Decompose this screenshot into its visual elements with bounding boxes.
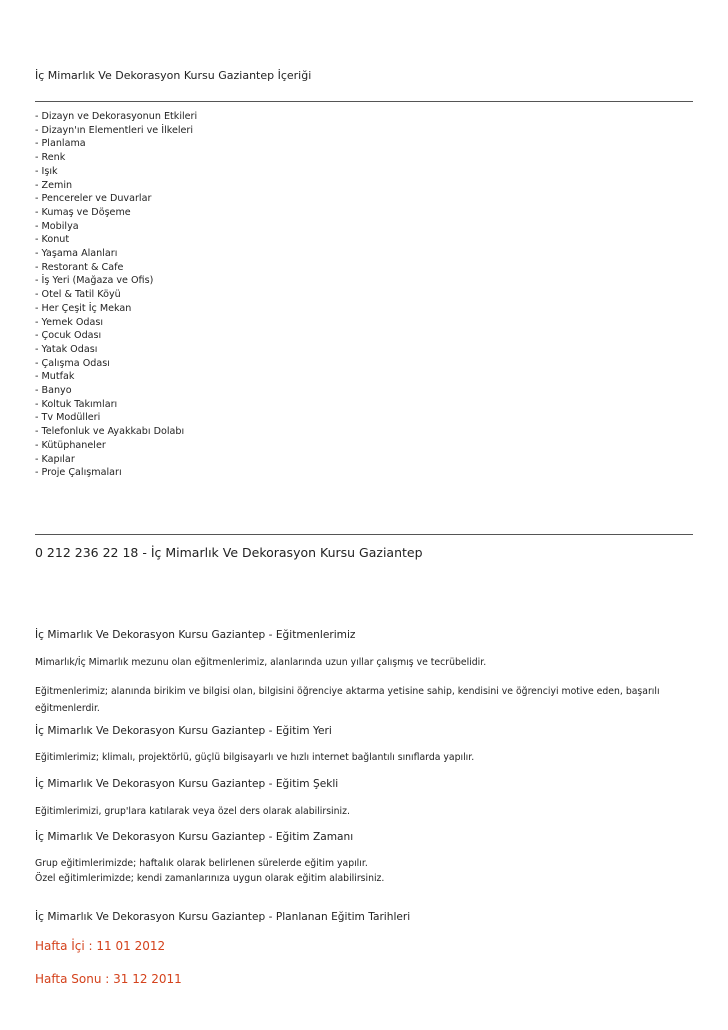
section-heading-dates: İç Mimarlık Ve Dekorasyon Kursu Gaziantep - Planlanan Eğitim Tarihleri bbox=[35, 911, 411, 923]
section-heading-place: İç Mimarlık Ve Dekorasyon Kursu Gaziantep - Eğitim Yeri bbox=[35, 725, 332, 737]
list-item: - Otel & Tatil Köyü bbox=[35, 289, 121, 301]
list-item: - Kütüphaneler bbox=[35, 439, 106, 451]
section-heading-time: İç Mimarlık Ve Dekorasyon Kursu Gaziantep - Eğitim Zamanı bbox=[35, 831, 354, 843]
time-paragraph-1: Grup eğitimlerimizde; haftalık olarak belirlenen sürelerde eğitim yapılır. bbox=[35, 858, 368, 869]
list-item: - Mutfak bbox=[35, 371, 75, 383]
list-item: - Yemek Odası bbox=[35, 316, 104, 328]
list-item: - Renk bbox=[35, 152, 66, 164]
section-heading-format: İç Mimarlık Ve Dekorasyon Kursu Gaziantep - Eğitim Şekli bbox=[35, 778, 339, 790]
list-item: - Banyo bbox=[35, 385, 72, 397]
list-item: - Kumaş ve Döşeme bbox=[35, 206, 131, 218]
teachers-paragraph-2: Eğitmenlerimiz; alanında birikim ve bilgisi olan, bilgisini öğrenciye aktarma yetisine sahip, kendisini ve öğrenciyi motive eden, başarılı eğitmenlerdir. bbox=[35, 686, 660, 714]
list-item: - Her Çeşit İç Mekan bbox=[35, 302, 132, 314]
list-item: - Telefonluk ve Ayakkabı Dolabı bbox=[35, 426, 185, 438]
list-item: - İş Yeri (Mağaza ve Ofis) bbox=[35, 275, 154, 287]
list-item: - Çalışma Odası bbox=[35, 357, 110, 369]
divider-top bbox=[35, 101, 693, 102]
format-paragraph: Eğitimlerimizi, grup'lara katılarak veya özel ders olarak alabilirsiniz. bbox=[35, 806, 350, 817]
page-title: İç Mimarlık Ve Dekorasyon Kursu Gaziantep İçeriği bbox=[35, 69, 312, 82]
weekday-date: Hafta İçi : 11 01 2012 bbox=[35, 939, 166, 953]
list-item: - Yaşama Alanları bbox=[35, 248, 118, 260]
section-heading-teachers: İç Mimarlık Ve Dekorasyon Kursu Gaziantep - Eğitmenlerimiz bbox=[35, 629, 356, 641]
list-item: - Proje Çalışmaları bbox=[35, 467, 122, 479]
list-item: - Konut bbox=[35, 234, 70, 246]
place-paragraph: Eğitimlerimiz; klimalı, projektörlü, güçlü bilgisayarlı ve hızlı internet bağlantılı sınıflarda yapılır. bbox=[35, 752, 475, 763]
teachers-paragraph-1: Mimarlık/İç Mimarlık mezunu olan eğitmenlerimiz, alanlarında uzun yıllar çalışmış ve tecrübelidir. bbox=[35, 657, 487, 668]
list-item: - Işık bbox=[35, 165, 58, 177]
list-item: - Koltuk Takımları bbox=[35, 398, 118, 410]
time-paragraph-2: Özel eğitimlerimizde; kendi zamanlarınıza uygun olarak eğitim alabilirsiniz. bbox=[35, 873, 385, 884]
list-item: - Mobilya bbox=[35, 220, 79, 232]
list-item: - Zemin bbox=[35, 179, 73, 191]
list-item: - Yatak Odası bbox=[35, 343, 98, 355]
divider-middle bbox=[35, 534, 693, 535]
list-item: - Dizayn'ın Elementleri ve İlkeleri bbox=[35, 124, 194, 136]
list-item: - Restorant & Cafe bbox=[35, 261, 124, 273]
list-item: - Kapılar bbox=[35, 453, 75, 465]
content-list bbox=[35, 110, 197, 480]
list-item: - Dizayn ve Dekorasyonun Etkileri bbox=[35, 111, 198, 122]
phone-line: 0 212 236 22 18 - İç Mimarlık Ve Dekorasyon Kursu Gaziantep bbox=[35, 545, 423, 560]
list-item: - Planlama bbox=[35, 138, 86, 150]
weekend-date: Hafta Sonu : 31 12 2011 bbox=[35, 972, 182, 986]
list-item: - Tv Modülleri bbox=[35, 412, 101, 424]
list-item: - Pencereler ve Duvarlar bbox=[35, 193, 152, 205]
list-item: - Çocuk Odası bbox=[35, 330, 102, 342]
